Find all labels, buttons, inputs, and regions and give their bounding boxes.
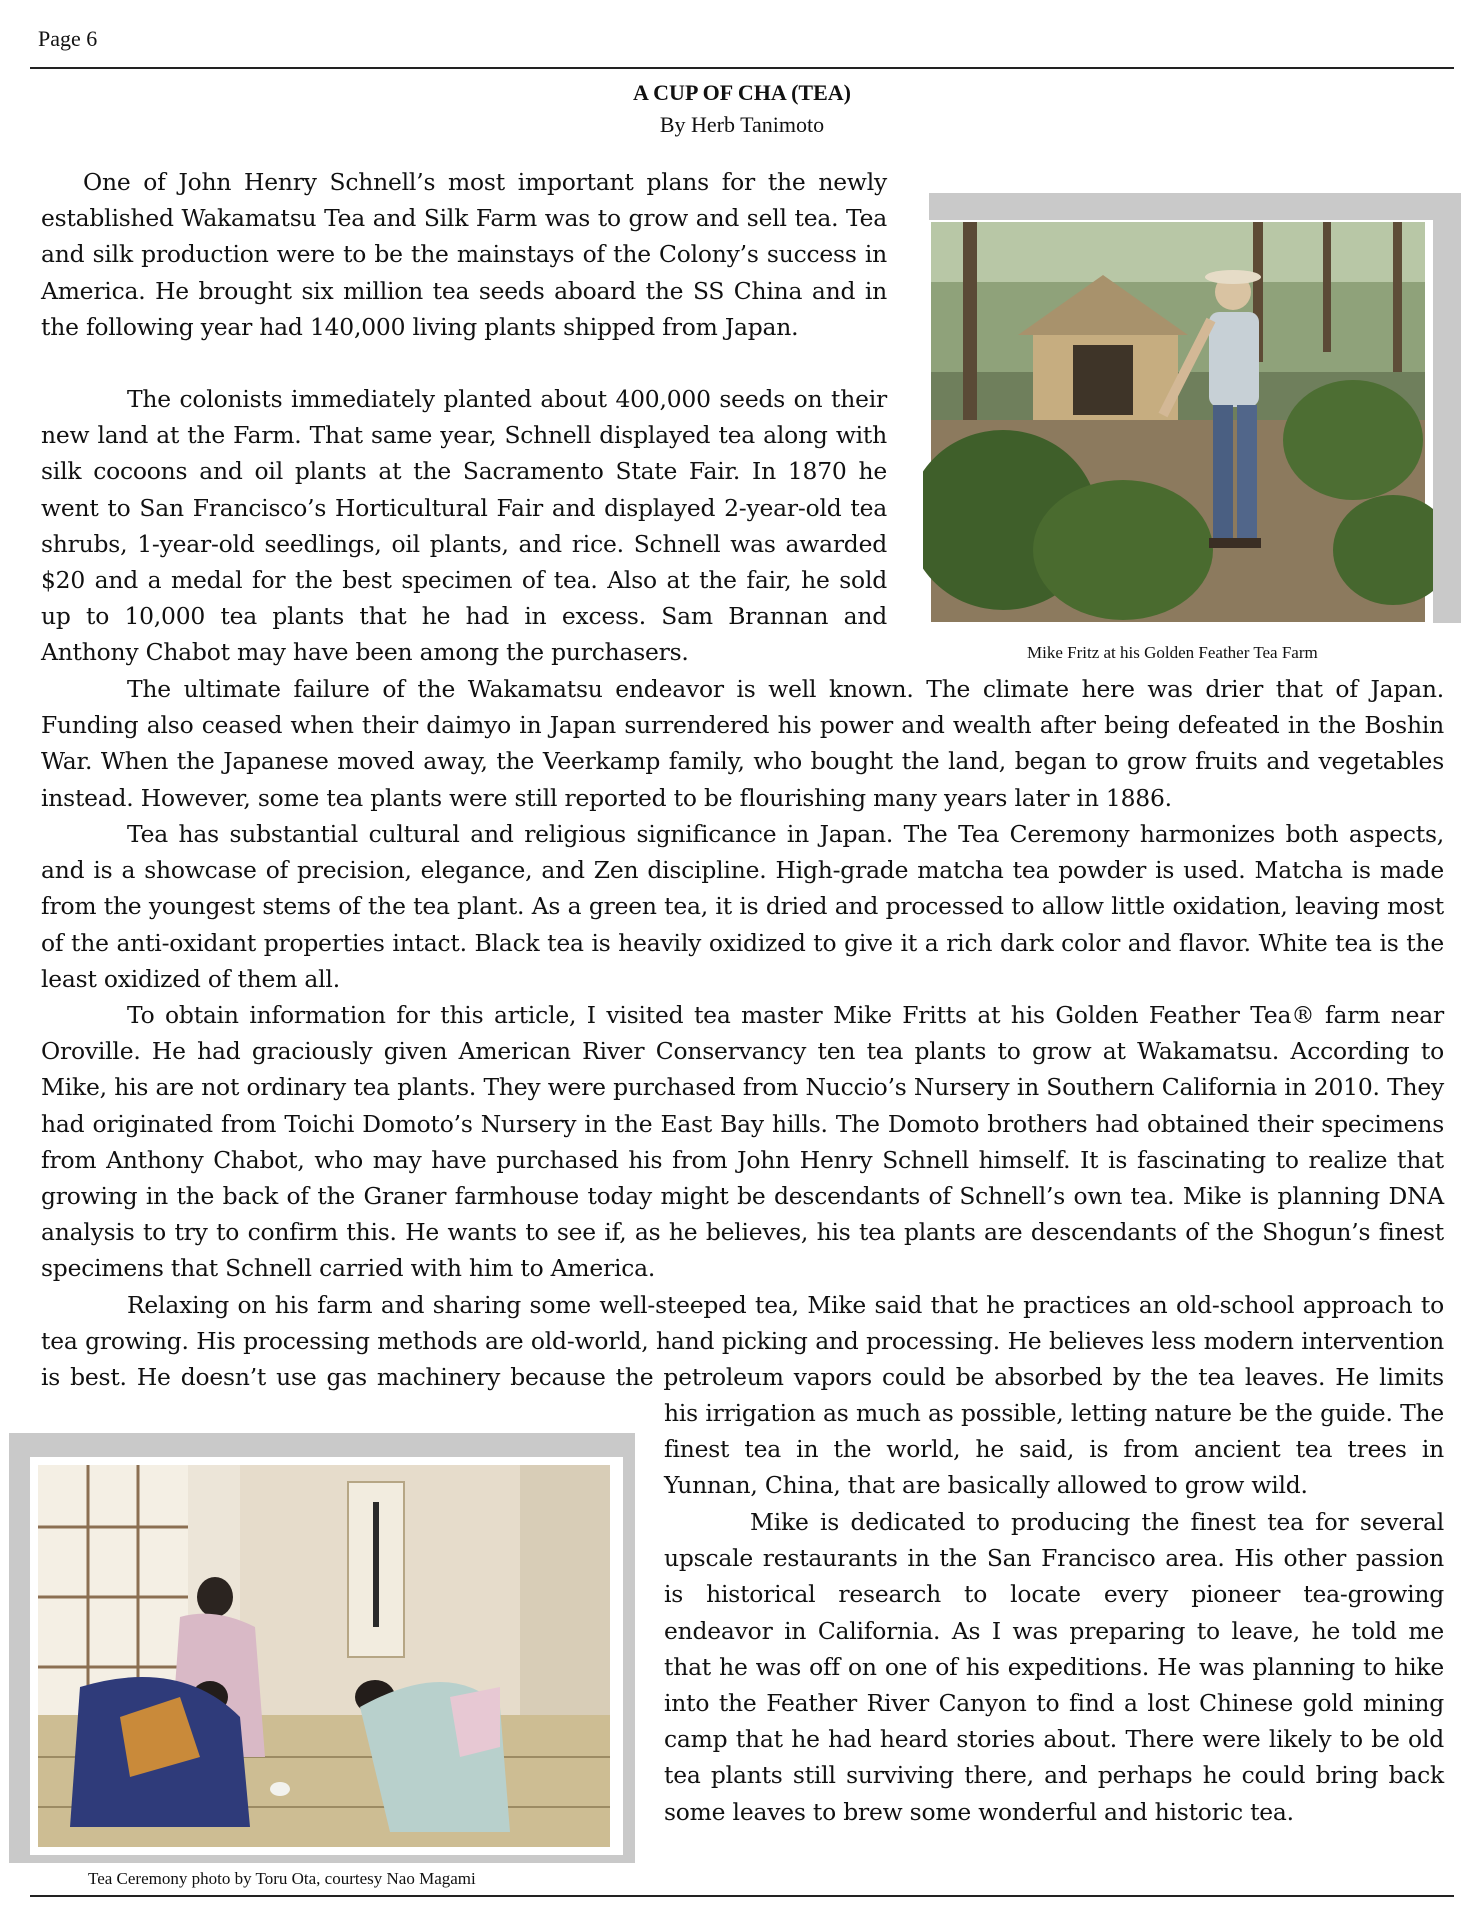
paragraph-7: Mike is dedicated to producing the finest tea for several upscale restaurants in the San Francisco area. His other passion is historical research to locate every pioneer tea-growing endeavor in California. As I was preparing to leave, he told me that he was off on one of his expeditions. He was planning to hike into the Feather River Canyon to find a lost Chinese gold mining camp that he had heard stories about. There were likely to be old tea plants still surviving there, and perhaps he could bring back some leaves to brew some wonderful and historic tea. — [664, 1508, 1444, 1826]
paragraph-5: To obtain information for this article, I visited tea master Mike Fritts at his Golden Feather Tea® farm near Oroville. He had graciously given American River Conservancy ten tea plants to grow at Wakamatsu. According to Mike, his are not ordinary tea plants. They were purchased from Nuccio’s Nursery in Southern California in 2010. They had originated from Toichi Domoto’s Nursery in the East Bay hills. The Domoto brothers had obtained their specimens from Anthony Chabot, who may have purchased his from John Henry Schnell himself. It is fascinating to realize that growing in the back of the Graner farmhouse today might be descendants of Schnell’s own tea. Mike is planning DNA analysis to try to confirm this. He wants to see if, as he believes, his tea plants are descendants of the Shogun’s finest specimens that Schnell carried with him to America. — [41, 1001, 1444, 1283]
paragraph-6b: his irrigation as much as possible, letting nature be the guide. The finest tea in the world, he said, is from ancient tea trees in Yunnan, China, that are basically allowed to grow wild. — [664, 1399, 1444, 1500]
ceremony-photo-image — [30, 1457, 623, 1855]
ceremony-photo-caption: Tea Ceremony photo by Toru Ota, courtesy Nao Magami — [88, 1869, 476, 1888]
farm-photo-image — [923, 220, 1433, 626]
article-byline: By Herb Tanimoto — [659, 112, 825, 137]
page-number: Page 6 — [38, 26, 98, 51]
paragraph-4: Tea has substantial cultural and religious significance in Japan. The Tea Ceremony harmonizes both aspects, and is a showcase of precision, elegance, and Zen discipline. High-grade matcha tea powder is used. Matcha is made from the youngest stems of the tea plant. As a green tea, it is dried and processed to allow little oxidation, leaving most of the anti-oxidant properties intact. Black tea is heavily oxidized to give it a rich dark color and flavor. White tea is the least oxidized of them all. — [41, 820, 1444, 993]
paragraph-1: One of John Henry Schnell’s most important plans for the newly established Wakamatsu Tea and Silk Farm was to grow and sell tea. Tea and silk production were to be the mainstays of the Colony’s success in America. He brought six million tea seeds aboard the SS China and in the following year had 140,000 living plants shipped from Japan. — [41, 168, 887, 341]
paragraph-6a: Relaxing on his farm and sharing some well-steeped tea, Mike said that he practices an old-school approach to tea growing. His processing methods are old-world, hand picking and processing. He believes less modern intervention is best. He doesn’t use gas machinery because the petroleum vapors could be absorbed by the tea leaves. He limits — [41, 1291, 1444, 1392]
paragraph-3: The ultimate failure of the Wakamatsu endeavor is well known. The climate here was drier that of Japan. Funding also ceased when their daimyo in Japan surrendered his power and wealth after being defeated in the Boshin War. When the Japanese moved away, the Veerkamp family, who bought the land, began to grow fruits and vegetables instead. However, some tea plants were still reported to be flourishing many years later in 1886. — [41, 675, 1444, 812]
farm-photo-caption: Mike Fritz at his Golden Feather Tea Farm — [1027, 643, 1318, 662]
paragraph-2: The colonists immediately planted about 400,000 seeds on their new land at the Farm. That same year, Schnell displayed tea along with silk cocoons and oil plants at the Sacramento State Fair. In 1870 he went to San Francisco’s Horticultural Fair and displayed 2-year-old tea shrubs, 1-year-old seedlings, oil plants, and rice. Schnell was awarded $20 and a medal for the best specimen of tea. Also at the fair, he sold up to 10,000 tea plants that he had in excess. Sam Brannan and Anthony Chabot may have been among the purchasers. — [41, 385, 887, 667]
article-title: A CUP OF CHA (TEA) — [633, 80, 851, 105]
footer-rule — [30, 1895, 1454, 1897]
ceremony-photo — [30, 1457, 623, 1855]
header-rule — [30, 67, 1454, 69]
farm-photo — [923, 220, 1433, 626]
